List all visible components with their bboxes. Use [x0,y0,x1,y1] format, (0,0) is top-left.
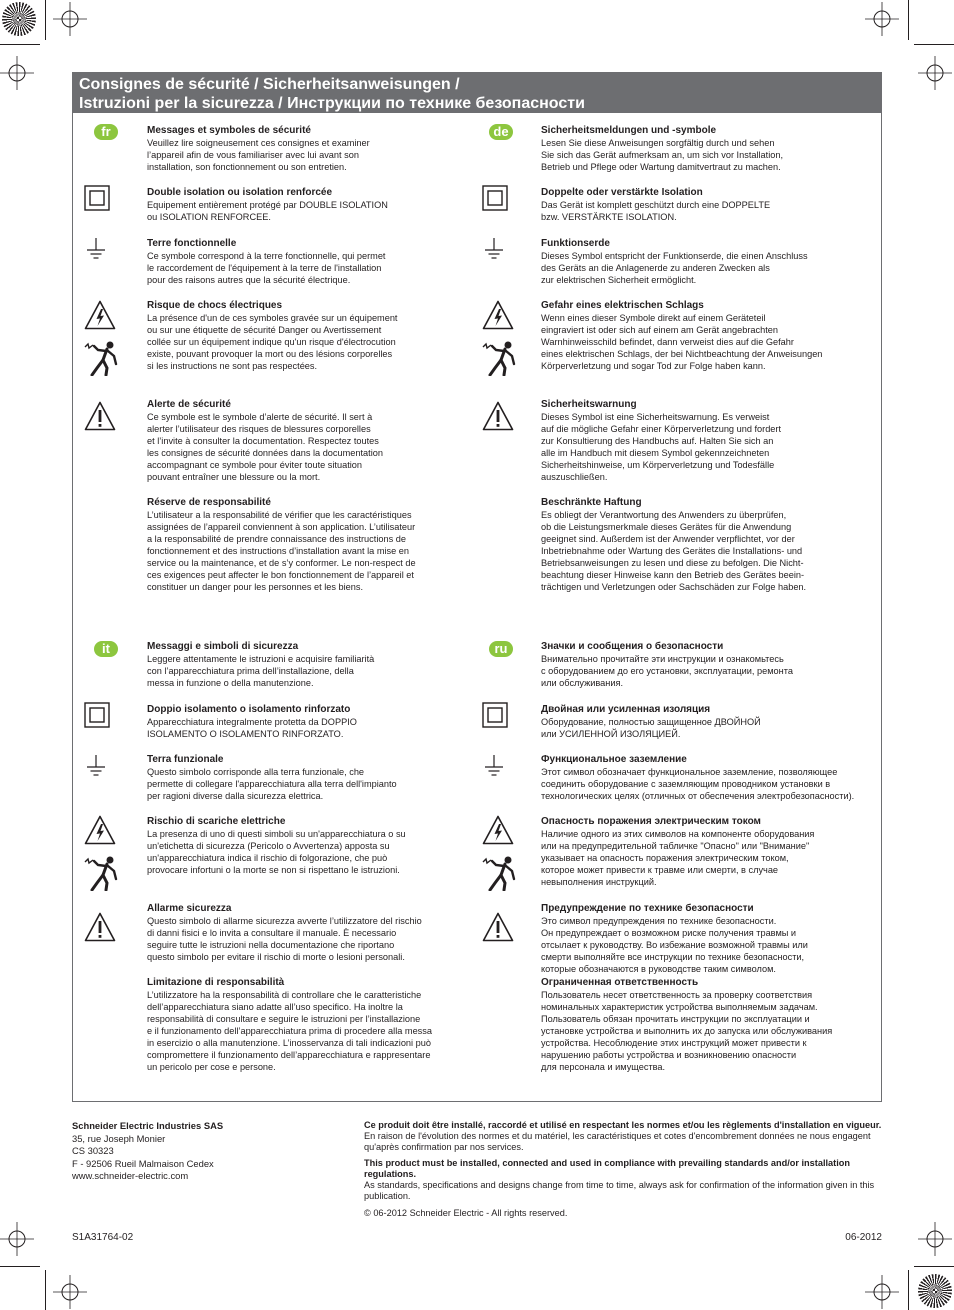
section-text-line: provocare infortuni o la morte se non si rispettano le istruzioni. [147,865,400,875]
safety-alert-icon [84,401,116,436]
section-heading: Sicherheitsmeldungen und -symbole [541,125,717,136]
legal-notice [364,1120,882,1219]
language-badge-ru: ru [489,641,513,657]
registration-mark-icon [0,56,34,90]
section-text-line: ces exigences peut affecter le bon fonctionnement de l’appareil et [147,570,414,580]
section-heading: Messages et symboles de sécurité [147,125,311,136]
crop-mark [914,1266,954,1267]
section-fr-choc [147,300,397,372]
section-text-line: Ce symbole correspond à la terre fonctionnelle, qui permet [147,251,386,261]
document-reference: S1A31764-02 [72,1232,134,1243]
title-line-2: Istruzioni per la sicurezza / Инструкции по технике безопасности [79,95,585,112]
section-text-line: fonctionnement et des instructions d’installation avant la mise en [147,546,409,556]
section-text-line: Inbetriebnahme oder Wartung des Gerätes die Installations- und [541,546,803,556]
section-heading: Gefahr eines elektrischen Schlags [541,300,704,311]
section-text-line: технологических целях (отличных от обеспечения электробезопасности). [541,791,855,801]
section-text-line: auf die mögliche Gefahr einer Körperverletzung und fordert [541,424,782,434]
crop-mark [0,1266,40,1267]
section-text-line: collée sur un équipement indique qu'un risque d'électrocution [147,337,396,347]
section-text-line: existe, pouvant provoquer la mort ou des lésions corporelles [147,349,393,359]
section-heading: Значки и сообщения о безопасности [541,641,724,652]
address-line: CS 30323 [72,1145,114,1156]
section-text-line: Этот символ обозначает функциональное заземление, позволяющее [541,767,838,777]
section-text-line: trächtigen und Verletzungen oder Sachschäden zur Folge haben. [541,582,807,592]
section-text-line: невыполнения инструкций. [541,877,657,887]
section-text-line: Пользователь обязан прочитать инструкции по эксплуатации и [541,1014,810,1024]
section-heading: Двойная или усиленная изоляция [541,704,711,715]
section-heading: Функциональное заземление [541,754,687,765]
section-text-line: Veuillez lire soigneusement ces consignes et examiner [147,138,370,148]
section-it-msg [147,641,374,689]
section-it-dbl [147,704,357,740]
section-text-line: Es obliegt der Verantwortung des Anwenders zu überprüfen, [541,510,787,520]
section-de-choc [541,300,822,372]
company-name: Schneider Electric Industries SAS [72,1120,224,1131]
section-heading: Beschränkte Haftung [541,497,642,508]
double-insulation-icon [84,702,110,733]
section-text-line: responsabilità di consultare e seguire le istruzioni per l’installazione [147,1014,421,1024]
section-text-line: Leggere attentamente le istruzioni e acquisire familiarità [147,654,375,664]
section-ru-resp [541,977,832,1073]
section-heading: Ограниченная ответственность [541,977,699,988]
section-text-line: или на предупредительной табличке "Опасно" или "Внимание" [541,841,810,851]
section-text-line: messa in funzione o della manutenzione. [147,678,314,688]
registration-mark-icon [918,1222,952,1256]
section-text-line: pour des raisons autres que la sécurité électrique. [147,275,351,285]
safety-alert-icon [84,912,116,947]
safety-alert-icon [482,912,514,947]
crop-mark [45,1270,46,1310]
section-fr-dbl [147,187,388,223]
section-text-line: для персонала и имущества. [541,1062,666,1072]
electrocution-person-icon [84,853,118,896]
website-link[interactable]: www.schneider-electric.com [72,1170,189,1181]
section-text-line: a la responsabilité de prendre connaissance des instructions de [147,534,406,544]
section-text-line: с оборудованием до его установки, эксплуатации, ремонта [541,666,793,676]
section-text-line: отсылает к руководству. Во избежание возможной травмы или [541,940,808,950]
section-heading: Doppelte oder verstärkte Isolation [541,187,703,198]
electric-shock-warning-icon [84,300,116,335]
section-text-line: Ce symbole est le symbole d’alerte de sécurité. Il sert à [147,412,373,422]
section-heading: Allarme sicurezza [147,903,232,914]
section-de-resp [541,497,806,593]
registration-mark-icon [53,1275,87,1309]
registration-mark-icon [53,2,87,36]
double-insulation-icon [84,185,110,216]
section-text-line: Questo simbolo corrisponde alla terra funzionale, che [147,767,365,777]
section-text-line: Warnhinweisschild befindet, dann verweist dies auf die Gefahr [541,337,794,347]
section-heading: Funktionserde [541,238,610,249]
section-text-line: in esercizio o alla manutenzione. L’inosservanza di tali indicazioni può [147,1038,431,1048]
electrocution-person-icon [84,338,118,381]
section-text-line: pouvant entraîner une blessure ou la mort. [147,472,321,482]
section-text-line: Apparecchiatura integralmente protetta da DOPPIO [147,717,357,727]
section-text-line: Questo simbolo di allarme sicurezza avverte l’utilizzatore del rischio [147,916,422,926]
section-text-line: beachtung dieser Hinweise kann den Betrieb des Gerätes beein- [541,570,805,580]
section-text-line: dell’apparecchiatura siano adatte all’uso specifico. Ha inoltre la [147,1002,403,1012]
section-heading: Réserve de responsabilité [147,497,271,508]
section-text-line: assignées de l’appareil conviennent à son application. L’utilisateur [147,522,416,532]
section-text-line: geeignet sind. Außerdem ist der Anwender verpflichtet, vor der [541,534,795,544]
section-text-line: Wenn eines dieser Symbole direkt auf einem Geräteteil [541,313,766,323]
section-heading: Messaggi e simboli di sicurezza [147,641,299,652]
double-insulation-icon [482,185,508,216]
section-heading: Terra funzionale [147,754,224,765]
section-text-line: Equipement entièrement protégé par DOUBLE ISOLATION [147,200,388,210]
section-text-line: установке устройства и выполнить их до запуска или обслуживания [541,1026,833,1036]
section-heading: Предупреждение по технике безопасности [541,903,754,914]
section-text-line: Он предупреждает о возможном риске получения травмы и [541,928,797,938]
section-text-line: Sie sich das Gerät aufmerksam an, um sich vor Installation, [541,150,784,160]
section-text-line: соединить оборудование с заземляющим проводником установки в [541,779,831,789]
section-text-line: un'etichetta di sicurezza (Pericolo o Avvertenza) apposta su [147,841,390,851]
section-heading: Rischio di scariche elettriche [147,816,286,827]
section-text-line: La presenza di uno di questi simboli su un'apparecchiatura o su [147,829,406,839]
section-heading: Doppio isolamento o isolamento rinforzato [147,704,351,715]
section-text-line: et l’invite à consulter la documentation. Respectez toutes [147,436,379,446]
section-it-alerte [147,903,422,963]
section-it-terre [147,754,397,802]
legal-fr-text: En raison de l'évolution des normes et du matériel, les caractéristiques et cotes d'encombrement données ne nous engagent qu'après confirmation par nos services. [364,1131,871,1152]
color-target-icon [2,2,36,36]
section-text-line: l’appareil afin de vous familiariser avec lui avant son [147,150,359,160]
section-text-line: L’utilizzatore ha la responsabilità di controllare che le caratteristiche [147,990,422,1000]
electric-shock-warning-icon [84,815,116,850]
section-text-line: Dieses Symbol entspricht der Funktionserde, die einen Anschluss [541,251,808,261]
section-text-line: service ou la maintenance, et de s’y conformer. Le non-respect de [147,558,416,568]
address-line: 35, rue Joseph Monier [72,1132,166,1144]
legal-en-bold: This product must be installed, connected and used in compliance with prevailing standards and/or installation regulations. [364,1158,850,1179]
section-text-line: ou ISOLATION RENFORCEE. [147,212,271,222]
language-badge-it: it [94,641,118,657]
section-text-line: Lesen Sie diese Anweisungen sorgfältig durch und sehen [541,138,775,148]
section-text-line: con l’apparecchiatura prima dell’installazione, della [147,666,354,676]
section-text-line: которые обозначаются в руководстве таким символом. [541,964,776,974]
electric-shock-warning-icon [482,300,514,335]
legal-fr-bold: Ce produit doit être installé, raccordé et utilisé en respectant les normes et/ou les règlements d'installation en vigueur. [364,1120,882,1130]
functional-earth-icon [482,237,506,266]
section-text-line: installation, son fonctionnement ou son entretien. [147,162,347,172]
section-text-line: Пользователь несет ответственность за проверку соответствия [541,990,813,1000]
section-text-line: нарушению работы устройства и возникновению опасности [541,1050,797,1060]
section-text-line: Наличие одного из этих символов на компоненте оборудования [541,829,815,839]
section-text-line: Dieses Symbol ist eine Sicherheitswarnung. Es verweist [541,412,770,422]
section-text-line: или УСИЛЕННОЙ ИЗОЛЯЦИЕЙ. [541,729,681,739]
safety-alert-icon [482,401,514,436]
page-title [73,73,881,113]
section-text-line: L’utilisateur a la responsabilité de vérifier que les caractéristiques [147,510,412,520]
section-text-line: des Geräts an die Anlagenerde zu anderen Zwecken als [541,263,770,273]
section-heading: Опасность поражения электрическим током [541,816,761,827]
section-text-line: auszuschließen. [541,472,608,482]
legal-en-text: As standards, specifications and designs change from time to time, always ask for confirmation of the information given in this publication. [364,1180,875,1201]
registration-mark-icon [0,1222,34,1256]
section-text-line: устройства. Несоблюдение этих инструкций может привести к [541,1038,807,1048]
document-date: 06-2012 [845,1232,882,1243]
section-text-line: Оборудование, полностью защищенное ДВОЙНОЙ [541,717,761,727]
copyright: © 06-2012 Schneider Electric - All rights reserved. [364,1208,568,1218]
language-badge-de: de [489,124,513,140]
section-fr-terre [147,238,386,286]
electrocution-person-icon [482,338,516,381]
section-text-line: номинальных характеристик устройства выполняемым задачам. [541,1002,818,1012]
language-badge-fr: fr [94,124,118,140]
section-text-line: Betriebsanweisungen zu lesen und diese zu befolgen. Die Nicht- [541,558,804,568]
section-text-line: Körperverletzung und sogar Tod zur Folge haben kann. [541,361,766,371]
section-text-line: les consignes de sécurité données dans la documentation [147,448,383,458]
section-text-line: compromettere il funzionamento dell’apparecchiatura e rappresentare [147,1050,431,1060]
company-address [72,1120,332,1183]
address-line: F - 92506 Rueil Malmaison Cedex [72,1157,214,1169]
electrocution-person-icon [482,853,516,896]
section-text-line: Sicherheitshinweise, um Körperverletzung und Todesfälle [541,460,775,470]
crop-mark [45,0,46,40]
section-text-line: смерти выполняйте все инструкции по технике безопасности, [541,952,805,962]
section-text-line: constituer un danger pour les personnes et les biens. [147,582,364,592]
section-text-line: Das Gerät ist komplett geschützt durch eine DOPPELTE [541,200,771,210]
section-fr-resp [147,497,416,593]
registration-mark-icon [918,56,952,90]
section-fr-msg [147,125,370,173]
section-heading: Alerte de sécurité [147,399,231,410]
section-it-resp [147,977,432,1073]
section-text-line: указывает на опасность поражения электрическим током, [541,853,789,863]
crop-mark [908,1270,909,1310]
crop-mark [914,44,954,45]
section-text-line: bzw. VERSTÄRKTE ISOLATION. [541,212,677,222]
title-line-1: Consignes de sécurité / Sicherheitsanweisungen / [79,76,460,93]
section-ru-alerte [541,903,808,975]
crop-mark [908,0,909,40]
section-heading: Risque de chocs électriques [147,300,283,311]
section-text-line: alle im Handbuch mit diesem Symbol gekennzeichneten [541,448,770,458]
section-ru-choc [541,816,814,888]
section-text-line: e il funzionamento dell’apparecchiatura prima di procedere alla messa [147,1026,432,1036]
section-de-terre [541,238,808,286]
functional-earth-icon [482,754,506,783]
section-text-line: La présence d'un de ces symboles gravée sur un équipement [147,313,398,323]
section-text-line: ob die Leistungsmerkmale dieses Gerätes für die Anwendung [541,522,792,532]
crop-mark [0,44,40,45]
section-text-line: Внимательно прочитайте эти инструкции и ознакомьтесь [541,654,784,664]
registration-mark-icon [865,1275,899,1309]
section-text-line: permette di collegare l'apparecchiatura alla terra dell'impianto [147,779,397,789]
section-de-msg [541,125,783,173]
section-text-line: si les instructions ne sont pas respectées. [147,361,318,371]
section-de-dbl [541,187,770,223]
registration-mark-icon [865,2,899,36]
section-text-line: или обслуживания. [541,678,623,688]
section-text-line: которое может привести к травме или смерти, в случае [541,865,779,875]
section-text-line: ou sur une étiquette de sécurité Danger ou Avertissement [147,325,382,335]
section-text-line: alerter l’utilisateur des risques de blessures corporelles [147,424,371,434]
section-de-alerte [541,399,781,483]
section-heading: Terre fonctionnelle [147,238,237,249]
color-target-icon [918,1274,952,1308]
section-heading: Limitazione di responsabilità [147,977,285,988]
section-fr-alerte [147,399,383,483]
section-text-line: zur elektrischen Sicherheit ermöglicht. [541,275,697,285]
section-heading: Double isolation ou isolation renforcée [147,187,333,198]
functional-earth-icon [84,237,108,266]
section-text-line: eines elektrischen Schlags, der bei Nichtbeachtung der Anweisungen [541,349,823,359]
section-text-line: Betrieb und Pflege oder Wartung damitvertraut zu machen. [541,162,781,172]
section-text-line: questo simbolo per evitare il rischio di morte o lesioni personali. [147,952,405,962]
section-text-line: accompagnant ce symbole pour éviter toute situation [147,460,363,470]
section-text-line: eingraviert ist oder sich auf einem am Gerät angebrachten [541,325,778,335]
section-text-line: un'apparecchiatura indica il rischio di folgorazione, che può [147,853,388,863]
section-text-line: un pericolo per cose e persone. [147,1062,276,1072]
section-text-line: seguire tutte le istruzioni nella documentazione che riportano [147,940,395,950]
section-text-line: di danni fisici e lo invita a consultare il manuale. È necessario [147,928,397,938]
section-text-line: per ragioni diverse dalla sicurezza elettrica. [147,791,324,801]
section-text-line: ISOLAMENTO O ISOLAMENTO RINFORZATO. [147,729,344,739]
section-text-line: le raccordement de l'équipement à la terre de l'installation [147,263,382,273]
section-ru-msg [541,641,793,689]
section-heading: Sicherheitswarnung [541,399,637,410]
section-it-choc [147,816,406,876]
electric-shock-warning-icon [482,815,514,850]
section-ru-dbl [541,704,761,740]
functional-earth-icon [84,754,108,783]
section-text-line: Это символ предупреждения по технике безопасности. [541,916,777,926]
section-text-line: zur Konsultierung des Handbuchs auf. Halten Sie sich an [541,436,774,446]
section-ru-terre [541,754,854,802]
double-insulation-icon [482,702,508,733]
